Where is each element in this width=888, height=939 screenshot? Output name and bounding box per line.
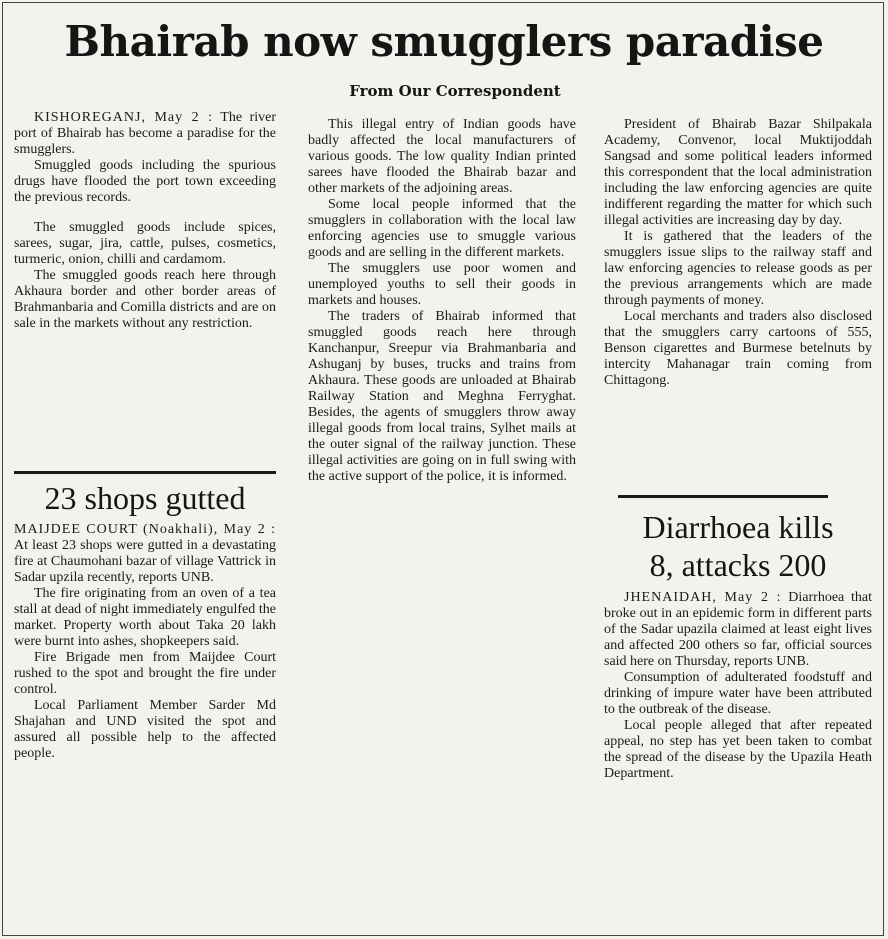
- diarrhoea-headline-line-2: 8, attacks 200: [649, 547, 827, 583]
- main-story-column-1: [14, 110, 276, 332]
- diarrhoea-story-paragraph-1: JHENAIDAH, May 2 : Diarrhoea that broke out in an epidemic form in different parts of the Sadar upazila claimed at least eight lives and affected 200 others so far, official sources said here on Thursday, reports UNB.: [604, 590, 872, 669]
- main-story-paragraph-11: Local merchants and traders also disclosed that the smugglers carry cartoons of 555, Benson cigarettes and Burmese betelnuts by intercity Mahanagar train coming from Chittagong.: [604, 309, 872, 388]
- shops-story-paragraph-1: MAIJDEE COURT (Noakhali), May 2 : At least 23 shops were gutted in a devastating fire at Chaumohani bazar of village Vattrick in Sadar upzila recently, reports UNB.: [14, 522, 276, 585]
- main-headline: Bhairab now smugglers paradise: [64, 17, 824, 66]
- main-story-column-3: [604, 117, 872, 389]
- main-story-paragraph-6: Some local people informed that the smugglers in collaboration with the local law enforcing agencies use to smuggle various goods and are selling in the different markets.: [308, 197, 576, 260]
- shops-story-paragraph-2: The fire originating from an oven of a tea stall at dead of night immediately engulfed the market. Property worth about Taka 20 lakh were burnt into ashes, shopkeepers said.: [14, 586, 276, 649]
- byline: From Our Correspondent: [349, 82, 561, 100]
- section-rule-left: [14, 471, 276, 474]
- diarrhoea-story-paragraph-2: Consumption of adulterated foodstuff and drinking of impure water have been attributed to the outbreak of the disease.: [604, 670, 872, 717]
- shops-story-headline: 23 shops gutted: [44, 480, 246, 516]
- main-story-paragraph-10: It is gathered that the leaders of the smugglers issue slips to the railway staff and law enforcing agencies to release goods as per the previous arrangements which are made through payments of money.: [604, 229, 872, 308]
- shops-story-column: [14, 522, 276, 762]
- main-story-paragraph-1: KISHOREGANJ, May 2 : The river port of Bhairab has become a paradise for the smugglers.: [14, 110, 276, 157]
- main-story-paragraph-4: The smuggled goods reach here through Akhaura border and other border areas of Brahmanbaria and Comilla districts and are on sale in the markets without any restriction.: [14, 268, 276, 331]
- section-rule-right: [618, 495, 828, 498]
- diarrhoea-story-dateline: JHENAIDAH, May 2 :: [624, 590, 782, 605]
- main-story-column-2: [308, 117, 576, 485]
- main-story-dateline: KISHOREGANJ, May 2 :: [34, 110, 214, 125]
- diarrhoea-story-column: [604, 590, 872, 782]
- diarrhoea-headline-line-1: Diarrhoea kills: [642, 509, 834, 545]
- main-story-paragraph-2: Smuggled goods including the spurious drugs have flooded the port town exceeding the previous records.: [14, 158, 276, 205]
- shops-story-dateline: MAIJDEE COURT (Noakhali), May 2 :: [14, 522, 276, 537]
- main-story-paragraph-9: President of Bhairab Bazar Shilpakala Academy, Convenor, local Muktijoddah Sangsad and some political leaders informed this correspondent that the local administration including the law enforcing agencies are quite indifferent regarding the matter for which such illegal activities are increasing day by day.: [604, 117, 872, 228]
- main-story-paragraph-3: The smuggled goods include spices, sarees, sugar, jira, cattle, pulses, cosmetics, turmeric, onion, chilli and cardamom.: [14, 220, 276, 267]
- diarrhoea-story-headline: [604, 508, 872, 584]
- main-story-paragraph-5: This illegal entry of Indian goods have badly affected the local manufacturers of various goods. The low quality Indian printed sarees have flooded the Bhairab bazar and other markets of the adjoining areas.: [308, 117, 576, 196]
- main-story-paragraph-8: The traders of Bhairab informed that smuggled goods reach here through Kanchanpur, Sreepur via Brahmanbaria and Ashuganj by buses, trucks and trains from Akhaura. These goods are unloaded at Bhairab Railway Station and Meghna Ferryghat. Besides, the agents of smugglers throw away illegal goods from local trains, Sylhet mails at the outer signal of the railway junction. These illegal activities are going on in full swing with the active support of the police, it is informed.: [308, 309, 576, 484]
- shops-story-paragraph-3: Fire Brigade men from Maijdee Court rushed to the spot and brought the fire under control.: [14, 650, 276, 697]
- diarrhoea-story-paragraph-3: Local people alleged that after repeated appeal, no step has yet been taken to combat the spread of the disease by the Upazila Heath Department.: [604, 718, 872, 781]
- main-story-paragraph-7: The smugglers use poor women and unemployed youths to sell their goods in markets and houses.: [308, 261, 576, 308]
- shops-story-paragraph-4: Local Parliament Member Sarder Md Shajahan and UND visited the spot and assured all possible help to the affected people.: [14, 698, 276, 761]
